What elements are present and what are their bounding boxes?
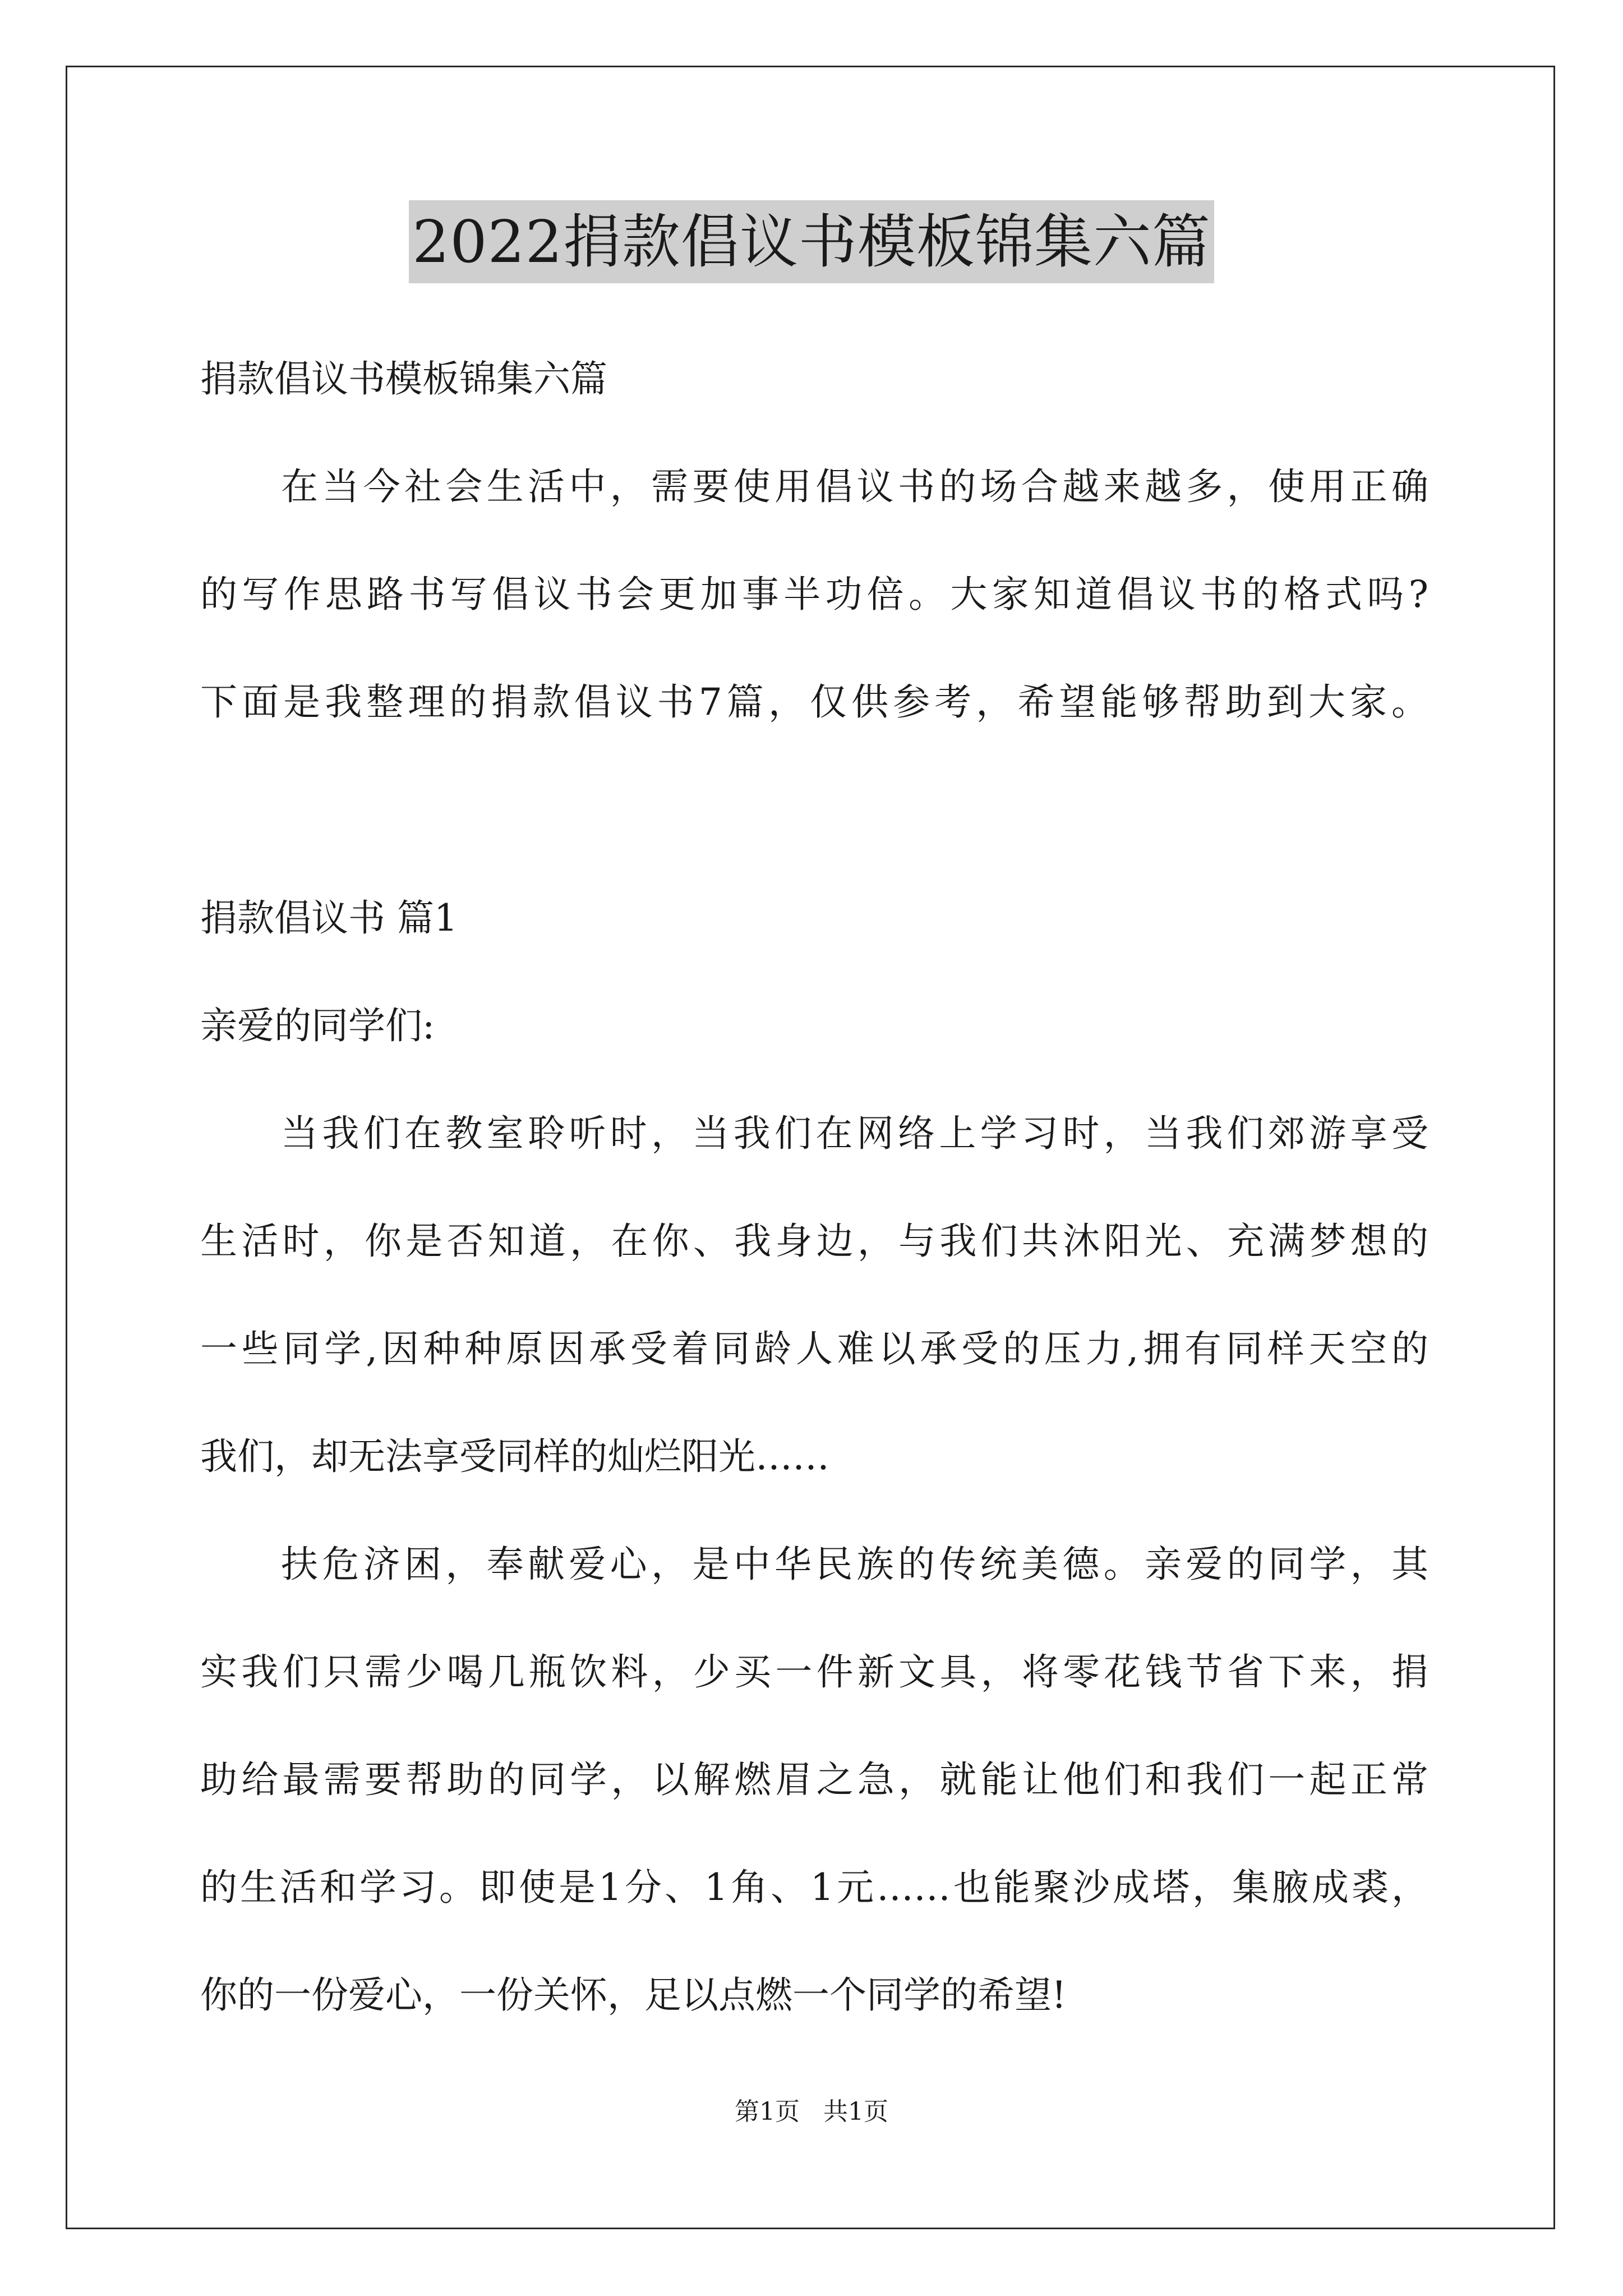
paragraph-2-line-4: 的生活和学习。即使是1分、1角、1元……也能聚沙成塔，集腋成裘， bbox=[200, 1866, 1428, 1909]
intro-line-2: 的写作思路书写倡议书会更加事半功倍。大家知道倡议书的格式吗? bbox=[200, 573, 1428, 616]
paragraph-2-line-1: 扶危济困，奉献爱心，是中华民族的传统美德。亲爱的同学，其 bbox=[281, 1543, 1428, 1586]
title-container bbox=[0, 200, 1623, 283]
paragraph-2-line-3: 助给最需要帮助的同学，以解燃眉之急，就能让他们和我们一起正常 bbox=[200, 1758, 1428, 1801]
document-title: 2022捐款倡议书模板锦集六篇 bbox=[409, 200, 1214, 283]
paragraph-1-line-2: 生活时，你是否知道，在你、我身边，与我们共沐阳光、充满梦想的 bbox=[200, 1220, 1428, 1263]
intro-line-3: 下面是我整理的捐款倡议书7篇，仅供参考，希望能够帮助到大家。 bbox=[200, 680, 1428, 724]
page-footer: 第1页 共1页 bbox=[735, 2097, 888, 2126]
salutation: 亲爱的同学们: bbox=[200, 1004, 435, 1047]
document-subtitle: 捐款倡议书模板锦集六篇 bbox=[200, 357, 607, 401]
paragraph-1-line-4: 我们，却无法享受同样的灿烂阳光…… bbox=[200, 1435, 829, 1478]
intro-line-1: 在当今社会生活中，需要使用倡议书的场合越来越多，使用正确 bbox=[281, 465, 1428, 508]
paragraph-2-line-5: 你的一份爱心，一份关怀，足以点燃一个同学的希望! bbox=[200, 1973, 1067, 2017]
paragraph-1-line-1: 当我们在教室聆听时，当我们在网络上学习时，当我们郊游享受 bbox=[281, 1112, 1428, 1155]
paragraph-2-line-2: 实我们只需少喝几瓶饮料，少买一件新文具，将零花钱节省下来，捐 bbox=[200, 1650, 1428, 1694]
section-heading: 捐款倡议书 篇1 bbox=[200, 896, 458, 940]
paragraph-1-line-3: 一些同学,因种种原因承受着同龄人难以承受的压力,拥有同样天空的 bbox=[200, 1327, 1428, 1370]
